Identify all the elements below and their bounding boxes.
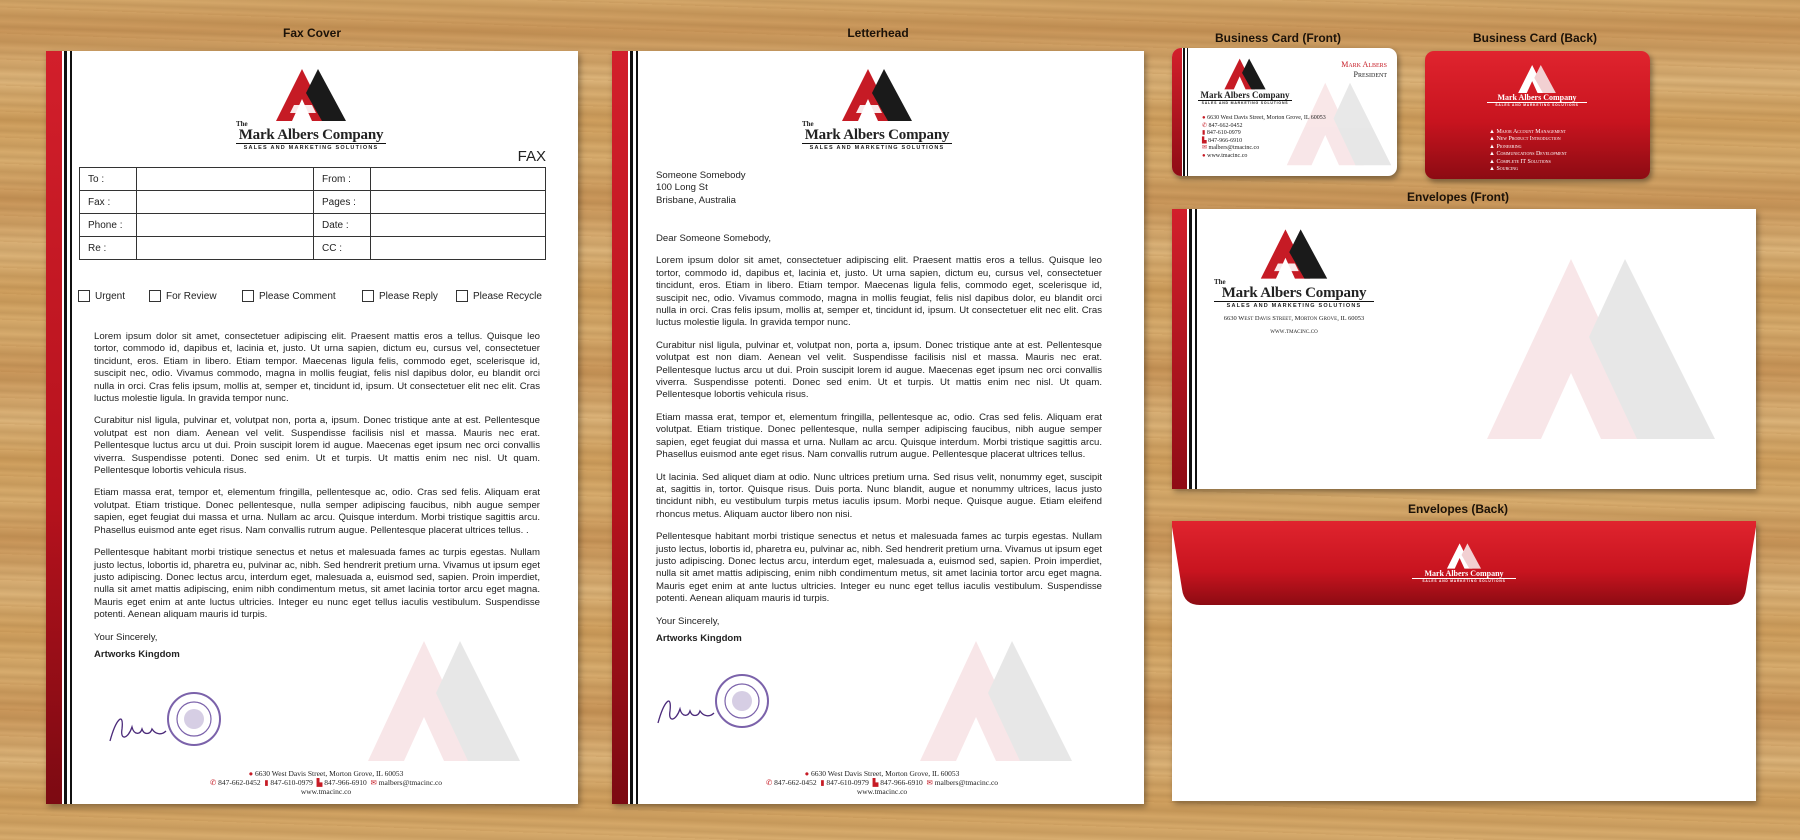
logo-tagline: SALES AND MARKETING SOLUTIONS (1495, 103, 1579, 107)
label-envelope-front: Envelopes (Front) (1406, 190, 1509, 204)
table-row (80, 168, 546, 191)
logo-company-name: Mark Albers Company (802, 128, 952, 144)
body-paragraph: Pellentesque habitant morbi tristique senectus et netus et malesuada fames ac turpis egestas. Nullam justo lectus, lobortis id, pharetra eu, pulvinar ac, nibh. Sed hendrerit pretium urna. Vivamus ut ipsum eget justo adipiscing. Donec lectus arcu, interdum eget, malesuada a, euismod sed, sapien. Proin imperdiet, nulla sit amet mattis adipiscing, enim nibh condimentum metus, sit amet lacinia tortor arcu eget magna. Mauris eget enim at ante luctus ultricies. Integer eu nunc eget tellus iaculis vestibulum. Suspendisse potenti. Aenean aliquam mauris id turpis. (656, 531, 1102, 605)
business-card-front (1172, 48, 1397, 176)
phone-icon: ✆ (765, 778, 773, 787)
fax-text: 847-966-6910 (324, 778, 367, 787)
logo-mark-icon (1516, 65, 1558, 93)
watermark-logo-icon (1474, 259, 1728, 439)
letterhead-sheet (612, 51, 1144, 804)
checkbox-box[interactable] (362, 290, 374, 302)
website-text: www.tmacinc.co (856, 787, 908, 796)
company-logo (1198, 58, 1292, 105)
black-side-line (1195, 209, 1197, 489)
list-item: ▲ Sourcing (1489, 166, 1519, 173)
mobile-icon: ▮ (1202, 130, 1206, 137)
location-icon: ● (248, 769, 254, 778)
to-field[interactable] (137, 168, 314, 191)
black-side-line (1183, 48, 1185, 176)
logo-the: The (802, 120, 814, 128)
company-logo (1214, 229, 1374, 310)
fax-label: Fax : (80, 191, 137, 214)
fax-body (94, 331, 540, 660)
checkbox-urgent[interactable] (78, 290, 125, 302)
from-label: From : (314, 168, 371, 191)
phone-field[interactable] (137, 214, 314, 237)
logo-tagline: SALES AND MARKETING SOLUTIONS (809, 145, 945, 151)
logo-company-name: Mark Albers Company (1214, 286, 1374, 302)
pages-label: Pages : (314, 191, 371, 214)
checkbox-box[interactable] (242, 290, 254, 302)
services-list (1489, 129, 1567, 173)
location-icon: ● (804, 769, 810, 778)
body-paragraph: Lorem ipsum dolor sit amet, consectetuer adipiscing elit. Praesent mattis eros a tellus. Quisque leo tortor, commodo id, dapibus et, lacinia et, justo. Ut urna sapien, dictum eu, cursus vel, consectetuer tincidunt, eros. Etiam in libero. Etiam tempor. Maecenas ligula felis, commodo eget, scelerisque id, suscipit nec, odio. Vivamus commodo, magna in mollis feugiat, felis nisl dapibus dolor, eu blandit orci nulla in orci. Cras felis ipsum, mollis at, semper et, tincidunt id, ipsum. Ut consectetuer elit nec elit. Cras luctus molestie ligula. In gravida tempor nunc. (94, 331, 540, 405)
table-row (80, 214, 546, 237)
website-text: www.tmacinc.co (1270, 328, 1318, 335)
checkbox-please-recycle[interactable] (456, 290, 542, 302)
letter-body (656, 233, 1102, 644)
fax-cover-sheet (46, 51, 578, 804)
red-side-bar (46, 51, 62, 804)
email-text: malbers@tmacinc.co (378, 778, 443, 787)
body-paragraph: Etiam massa erat, tempor et, elementum fringilla, pellentesque ac, odio. Cras sed felis. Aliquam erat volutpat. Etiam tristique. Donec pellentesque, nulla semper adipiscing faucibus, nibh augue semper sapien, eget feugiat dui massa et urna. Nullam ac arcu. Quisque interdum. Morbi tristique sagittis arcu. Phasellus euismod ante eget risus. Nam convallis rutrum augue. Pellentesque placerat ultrices tellus. . (94, 487, 540, 536)
list-item: ▲ New Product Introduction (1489, 136, 1561, 143)
mobile-icon: ▮ (264, 778, 269, 787)
checkbox-please-comment[interactable] (242, 290, 336, 302)
label-fax-cover: Fax Cover (282, 26, 342, 40)
contact-footer (106, 769, 546, 796)
fax-field[interactable] (137, 191, 314, 214)
label-letterhead: Letterhead (847, 26, 909, 40)
phone-icon: ✆ (209, 778, 217, 787)
body-paragraph: Lorem ipsum dolor sit amet, consectetuer adipiscing elit. Praesent mattis eros a tellus. Quisque leo tortor, commodo id, dapibus et, lacinia et, justo. Ut urna sapien, dictum eu, cursus vel, consectetuer tincidunt, eros. Etiam in libero. Etiam tempor. Maecenas ligula felis, commodo eget, scelerisque id, suscipit nec, odio. Vivamus commodo, magna in mollis feugiat, felis nisl dapibus dolor, eu blandit orci nulla in orci. Cras felis ipsum, mollis at, semper et, tincidunt id, ipsum. Ut consectetuer elit nec elit. Cras luctus molestie ligula. In gravida tempor nunc. (656, 255, 1102, 329)
label-card-front: Business Card (Front) (1214, 31, 1341, 45)
fax-details-table (79, 167, 546, 260)
address-text: 6630 West Davis Street, Morton Grove, IL 60053 (1223, 315, 1365, 322)
email-icon: ✉ (926, 778, 933, 787)
red-side-bar (1172, 209, 1187, 489)
mobile-text: 847-610-0979 (1206, 130, 1241, 137)
mobile-text: 847-610-0979 (270, 778, 313, 787)
logo-mark-icon (1222, 58, 1268, 90)
address-text: 6630 West Davis Street, Morton Grove, IL 60053 (255, 769, 404, 778)
fax-title: FAX (517, 148, 546, 165)
mobile-text: 847-610-0979 (826, 778, 869, 787)
body-paragraph: Etiam massa erat, tempor et, elementum fringilla, pellentesque ac, odio. Cras sed felis. Aliquam erat volutpat. Etiam tristique. Donec pellentesque, nulla semper adipiscing faucibus, nibh augue semper sapien, eget feugiat dui massa et urna. Nullam ac arcu. Quisque interdum. Morbi tristique sagittis arcu. Phasellus euismod ante eget risus. Nam convallis rutrum augue. Pellentesque placerat ultrices tellus. (656, 411, 1102, 461)
fax-icon: ▙ (872, 778, 879, 787)
black-side-line (1187, 48, 1188, 176)
logo-company-name: Mark Albers Company (1487, 93, 1587, 103)
phone-text: 847-662-0452 (218, 778, 261, 787)
website-text: www.tmacinc.co (300, 787, 352, 796)
card-contacts (1202, 115, 1326, 161)
recipient-street: 100 Long St (656, 182, 708, 194)
email-text: malbers@tmacinc.co (1208, 145, 1260, 152)
recipient-city: Brisbane, Australia (656, 194, 736, 206)
signer-name: Artworks Kingdom (94, 648, 180, 660)
logo-the: The (1214, 278, 1226, 286)
website-text: www.tmacinc.co (1207, 152, 1248, 159)
email-icon: ✉ (1202, 145, 1208, 152)
black-side-line (70, 51, 72, 804)
checkbox-for-review[interactable] (149, 290, 217, 302)
logo-mark-icon (838, 69, 916, 121)
logo-company-name: Mark Albers Company (236, 128, 386, 144)
cc-field[interactable] (371, 237, 546, 260)
from-field[interactable] (371, 168, 546, 191)
card-person (1341, 60, 1387, 80)
company-logo (802, 69, 952, 152)
business-card-back (1425, 51, 1650, 179)
company-logo (236, 69, 386, 152)
red-side-bar (1172, 48, 1182, 176)
checkbox-box[interactable] (149, 290, 161, 302)
phone-text: 847-662-0452 (1208, 122, 1243, 129)
phone-icon: ✆ (1202, 122, 1208, 129)
logo-company-name: Mark Albers Company (1412, 569, 1516, 579)
body-paragraph: Ut lacinia. Sed aliquet diam at odio. Nunc ultrices pretium urna. Sed risus velit, nonummy eget, suscipit at, sagittis in, tortor. Quisque risus. Duis porta. Nunc blandit, augue et nonummy ultrices, lacus justo tincidunt nibh, eu vestibulum turpis metus iaculis ipsum. Morbi neque. Quisque augue. Etiam eleifend rhoncus metus. Aliquam auctor libero non nisi. (656, 471, 1102, 520)
envelope-return-address (1212, 312, 1376, 338)
checkbox-please-reply[interactable] (362, 290, 438, 302)
table-row (80, 191, 546, 214)
fax-icon: ▙ (1202, 137, 1207, 144)
person-name: Mark Albers (1341, 60, 1387, 69)
checkbox-box[interactable] (78, 290, 90, 302)
list-item: ▲ Pioneering (1489, 143, 1522, 150)
company-logo (1487, 65, 1587, 107)
black-side-line (630, 51, 633, 804)
logo-tagline: SALES AND MARKETING SOLUTIONS (1201, 101, 1289, 105)
envelope-front (1172, 209, 1756, 489)
signature-stamp-icon (106, 689, 226, 751)
contact-footer (662, 769, 1102, 796)
logo-company-name: Mark Albers Company (1198, 90, 1292, 101)
fax-icon: ▙ (316, 778, 323, 787)
label-envelope-back: Envelopes (Back) (1407, 502, 1509, 516)
greeting: Dear Someone Somebody, (656, 233, 772, 244)
web-icon: ● (1202, 152, 1206, 159)
company-logo (1412, 543, 1516, 583)
envelope-back (1172, 521, 1756, 801)
watermark-logo-icon (916, 641, 1076, 761)
label-card-back: Business Card (Back) (1472, 31, 1598, 45)
table-row (80, 237, 546, 260)
logo-tagline: SALES AND MARKETING SOLUTIONS (1422, 579, 1506, 583)
date-label: Date : (314, 214, 371, 237)
recipient-name: Someone Somebody (656, 170, 746, 181)
fax-text: 847-966-6910 (880, 778, 923, 787)
list-item: ▲ Major Account Management (1489, 129, 1566, 135)
mobile-icon: ▮ (820, 778, 825, 787)
body-paragraph: Curabitur nisl ligula, pulvinar et, volutpat non, porta a, ipsum. Donec tristique ante at est. Pellentesque volutpat est non diam. Aenean vel velit. Suspendisse facilisis nisl et massa. Mauris nec erat. Pellentesque luctus arcu ut dui. Proin suscipit lorem id augue. Maecenas eget ipsum nec orci convallis viverra. Suspendisse potenti. Donec sed enim. Ut et turpis. Ut mattis enim nec nisl. Ut quam. Pellentesque lobortis vehicula risus. (94, 415, 540, 477)
checkbox-label: Please Recycle (473, 290, 542, 302)
phone-text: 847-662-0452 (774, 778, 817, 787)
re-field[interactable] (137, 237, 314, 260)
logo-tagline: SALES AND MARKETING SOLUTIONS (1226, 303, 1362, 309)
pages-field[interactable] (371, 191, 546, 214)
red-side-bar (612, 51, 628, 804)
checkbox-box[interactable] (456, 290, 468, 302)
list-item: ▲ Complete IT Solutions (1489, 158, 1551, 165)
logo-mark-icon (272, 69, 350, 121)
date-field[interactable] (371, 214, 546, 237)
closing: Your Sincerely, (94, 631, 158, 643)
closing: Your Sincerely, (656, 615, 720, 627)
recipient-address (656, 170, 746, 207)
checkbox-label: For Review (166, 290, 217, 302)
black-side-line (1189, 209, 1192, 489)
signer-name: Artworks Kingdom (656, 632, 742, 644)
logo-mark-icon (1445, 543, 1483, 569)
phone-label: Phone : (80, 214, 137, 237)
logo-the: The (236, 120, 248, 128)
checkbox-label: Please Reply (379, 290, 438, 302)
logo-tagline: SALES AND MARKETING SOLUTIONS (243, 145, 379, 151)
body-paragraph: Curabitur nisl ligula, pulvinar et, volutpat non, porta a, ipsum. Donec tristique ante at est. Pellentesque volutpat est non diam. Aenean vel velit. Suspendisse facilisis nisl et massa. Mauris nec erat. Pellentesque luctus arcu ut dui. Proin suscipit lorem id augue. Maecenas eget ipsum nec orci convallis viverra. Suspendisse potenti. Donec sed enim. Ut et turpis. Ut mattis enim nec nisl. Ut quam. Pellentesque lobortis vehicula risus. (656, 339, 1102, 401)
logo-mark-icon (1257, 229, 1331, 279)
list-item: ▲ Communications Development (1489, 151, 1567, 158)
watermark-logo-icon (364, 641, 524, 761)
fax-text: 847-966-6910 (1208, 137, 1243, 144)
email-icon: ✉ (370, 778, 377, 787)
body-paragraph: Pellentesque habitant morbi tristique senectus et netus et malesuada fames ac turpis egestas. Nullam justo lectus, lobortis id, pharetra eu, pulvinar ac, nibh. Sed hendrerit pretium urna. Vivamus ut ipsum eget justo adipiscing. Donec lectus arcu, interdum eget, malesuada a, euismod sed, sapien. Proin imperdiet, nulla sit amet mattis adipiscing, enim nibh condimentum metus, sit amet lacinia tortor arcu eget magna. Mauris eget enim at ante luctus ultricies. Integer eu nunc eget tellus iaculis vestibulum. Suspendisse potenti. Aenean aliquam mauris id turpis. (94, 547, 540, 621)
checkbox-label: Please Comment (259, 290, 336, 302)
location-icon: ● (1202, 115, 1206, 121)
signature-stamp-icon (654, 671, 774, 733)
address-text: 6630 West Davis Street, Morton Grove, IL 60053 (1207, 115, 1326, 121)
person-title: President (1353, 70, 1387, 79)
to-label: To : (80, 168, 137, 191)
re-label: Re : (80, 237, 137, 260)
black-side-line (636, 51, 638, 804)
address-text: 6630 West Davis Street, Morton Grove, IL 60053 (811, 769, 960, 778)
cc-label: CC : (314, 237, 371, 260)
email-text: malbers@tmacinc.co (934, 778, 999, 787)
checkbox-label: Urgent (95, 290, 126, 302)
black-side-line (64, 51, 67, 804)
